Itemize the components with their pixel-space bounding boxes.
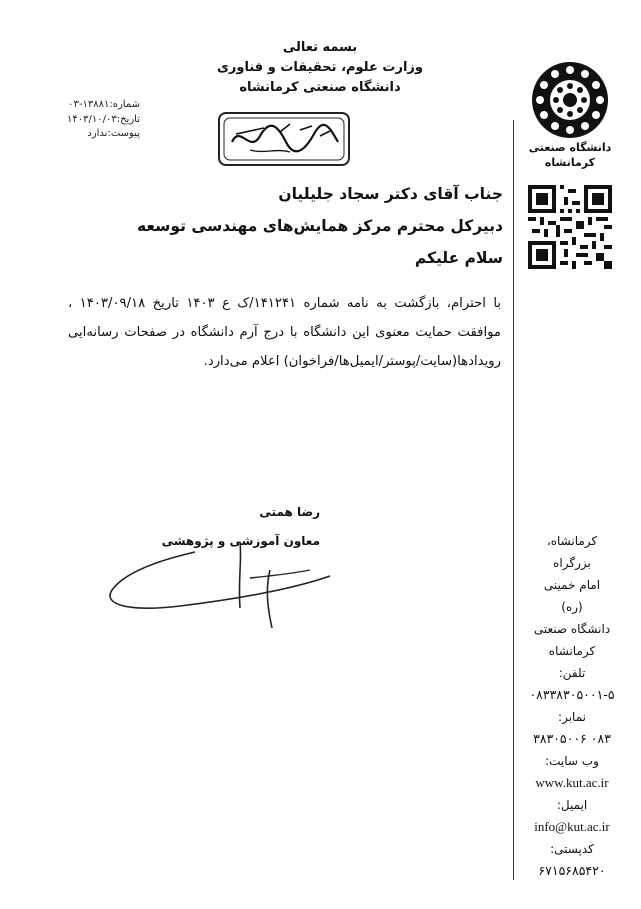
qr-code-icon <box>528 185 612 269</box>
recipient-name: جناب آقای دکتر سجاد جلیلیان <box>278 185 503 203</box>
postal-label: کدپستی: <box>550 842 594 856</box>
email-label: ایمیل: <box>556 798 588 812</box>
website-url: www.kut.ac.ir <box>535 775 609 790</box>
recipient-title: دبیرکل محترم مرکز همایش‌های مهندسی توسعه <box>137 217 503 235</box>
address-line-5: دانشگاه صنعتی <box>533 622 611 636</box>
letter-meta <box>30 98 140 142</box>
signer-title: معاون آموزشی و پژوهشی <box>161 534 320 548</box>
greeting: سلام علیکم <box>414 249 503 267</box>
header-ministry: وزارت علوم، تحقیقات و فناوری <box>217 60 423 75</box>
address-line-6: کرمانشاه <box>548 644 596 658</box>
address-line-2: بزرگراه <box>553 556 591 570</box>
recipient-block <box>137 178 503 274</box>
calligraphy-emblem-icon <box>218 112 350 166</box>
letter-attachment: پیوست:ندارد <box>87 128 140 139</box>
university-name-line1: دانشگاه صنعتی <box>528 141 612 154</box>
header-university: دانشگاه صنعتی کرمانشاه <box>239 80 401 95</box>
letter-number: شماره:۱۳۸۸۱-۰۳ <box>68 99 140 110</box>
letter-body: با احترام، بازگشت به نامه شماره ۱۴۱۲۴۱/ک ع ۱۴۰۳ تاریخ ۱۴۰۳/۰۹/۱۸ ، موافقت حمایت معنوی این دانشگاه با درج آرم دانشگاه در صفحات رسانه‌ایی رویدادها(سایت/پوستر/ایمیل‌ها/فراخوان) اعلام می‌دارد. <box>68 296 502 369</box>
handwritten-signature-icon <box>100 530 350 635</box>
address-line-3: امام خمینی <box>543 578 601 592</box>
column-divider <box>513 120 514 880</box>
header-bismillah: بسمه تعالی <box>282 40 358 55</box>
website-label: وب سایت: <box>545 754 599 768</box>
signer-name: رضا همتی <box>259 505 320 519</box>
contact-column <box>520 530 624 882</box>
university-logo-icon <box>530 60 610 140</box>
address-line-4: (ره) <box>561 600 583 614</box>
university-name-line2: کرمانشاه <box>544 156 596 169</box>
email-address: info@kut.ac.ir <box>534 819 610 834</box>
university-name <box>520 140 620 170</box>
fax-label: نمابر: <box>558 710 586 724</box>
letter-date: تاریخ:۱۴۰۳/۱۰/۰۳ <box>67 113 140 125</box>
phone-number: ۰۸۳۳۸۳۰۵۰۰۱-۵ <box>529 687 615 702</box>
fax-number: ۰۸۳ ۳۸۳۰۵۰۰۶ <box>533 731 611 746</box>
postal-code: ۶۷۱۵۶۸۵۴۲۰ <box>538 863 606 878</box>
address-line-1: کرمانشاه، <box>546 534 598 548</box>
phone-label: تلفن: <box>558 666 586 680</box>
letter-header <box>190 38 450 98</box>
